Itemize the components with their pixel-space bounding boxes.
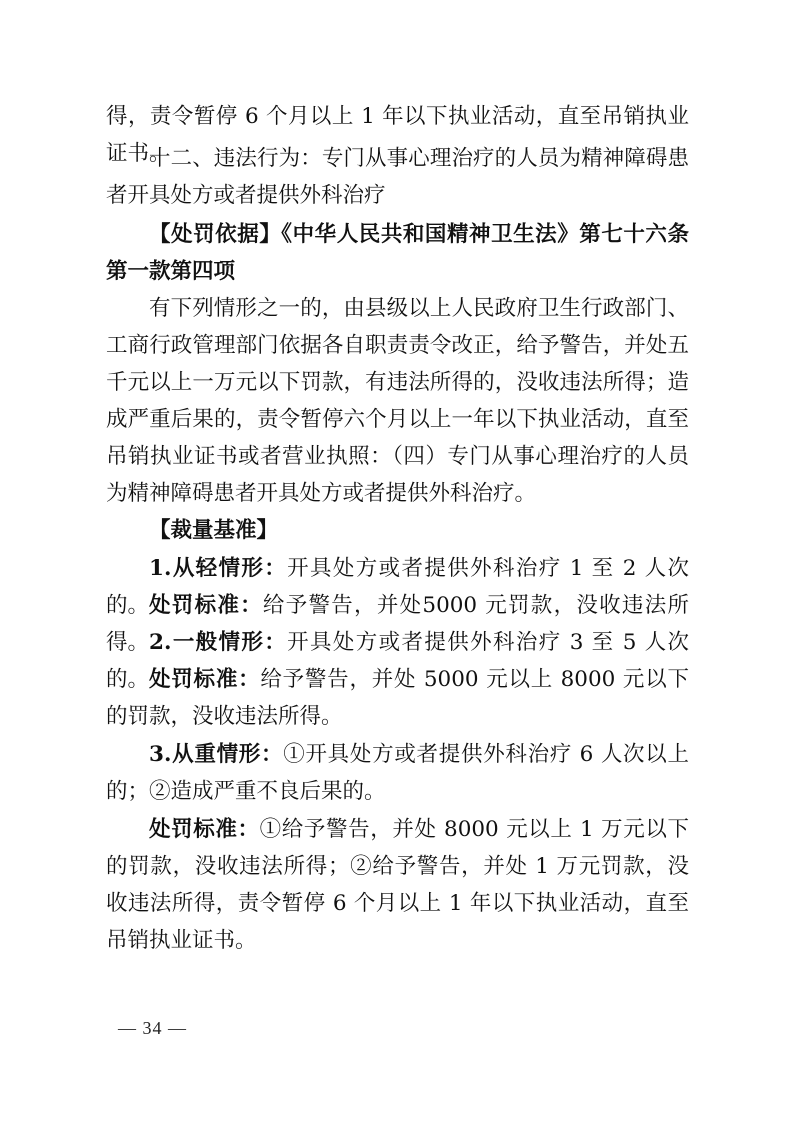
basis-text: 有下列情形之一的，由县级以上人民政府卫生行政部门、工商行政管理部门依据各自职责责令改正，给予警告，并处五千元以上一万元以下罚款，有违法所得的，没收违法所得；造成严重后果的，责令暂停六个月以上一年以下执业活动，直至吊销执业证书或者营业执照：（四）专门从事心理治疗的人员为精神障碍患者开具处方或者提供外科治疗。 xyxy=(106,296,689,506)
general-penalty-text: 给予警告，并处 5000 元以上 8000 元以下的罚款，没收违法所得。 xyxy=(106,667,689,729)
light-case-label: 1.从轻情形： xyxy=(149,556,288,581)
standard-heading: 【裁量基准】 xyxy=(149,518,279,543)
light-case-text: 开具处方或者提供外科治疗 1 至 2 人次的。 xyxy=(106,556,690,618)
general-penalty-label: 处罚标准： xyxy=(149,667,261,692)
heavy-case-text: ①开具处方或者提供外科治疗 6 人次以上的；②造成严重不良后果的。 xyxy=(106,742,689,804)
heavy-case xyxy=(106,736,689,810)
light-penalty-text: 给予警告，并处5000 元罚款，没收违法所得。 xyxy=(106,593,689,655)
light-penalty-label: 处罚标准： xyxy=(149,593,263,618)
general-case-text: 开具处方或者提供外科治疗 3 至 5 人次的。 xyxy=(106,630,690,692)
section-title: 十二、违法行为：专门从事心理治疗的人员为精神障碍患者开具处方或者提供外科治疗 xyxy=(106,146,689,208)
basis-heading: 【处罚依据】《中华人民共和国精神卫生法》第七十六条第一款第四项 xyxy=(106,222,689,284)
heavy-penalty-text: ①给予警告，并处 8000 元以上 1 万元以下的罚款，没收违法所得；②给予警告，并处 1 万元罚款，没收违法所得，责令暂停 6 个月以上 1 年以下执业活动，直至吊销执业证书。 xyxy=(106,817,689,953)
carry-over-text: 得，责令暂停 6 个月以上 1 年以下执业活动，直至吊销执业证书。 xyxy=(106,104,689,166)
heavy-case-label: 3.从重情形： xyxy=(149,742,284,767)
heavy-penalty-label: 处罚标准： xyxy=(149,817,260,842)
general-case-label: 2.一般情形： xyxy=(149,630,288,655)
page-number: — 34 — xyxy=(118,1018,187,1038)
general-penalty xyxy=(106,661,689,735)
heavy-penalty xyxy=(106,811,689,959)
